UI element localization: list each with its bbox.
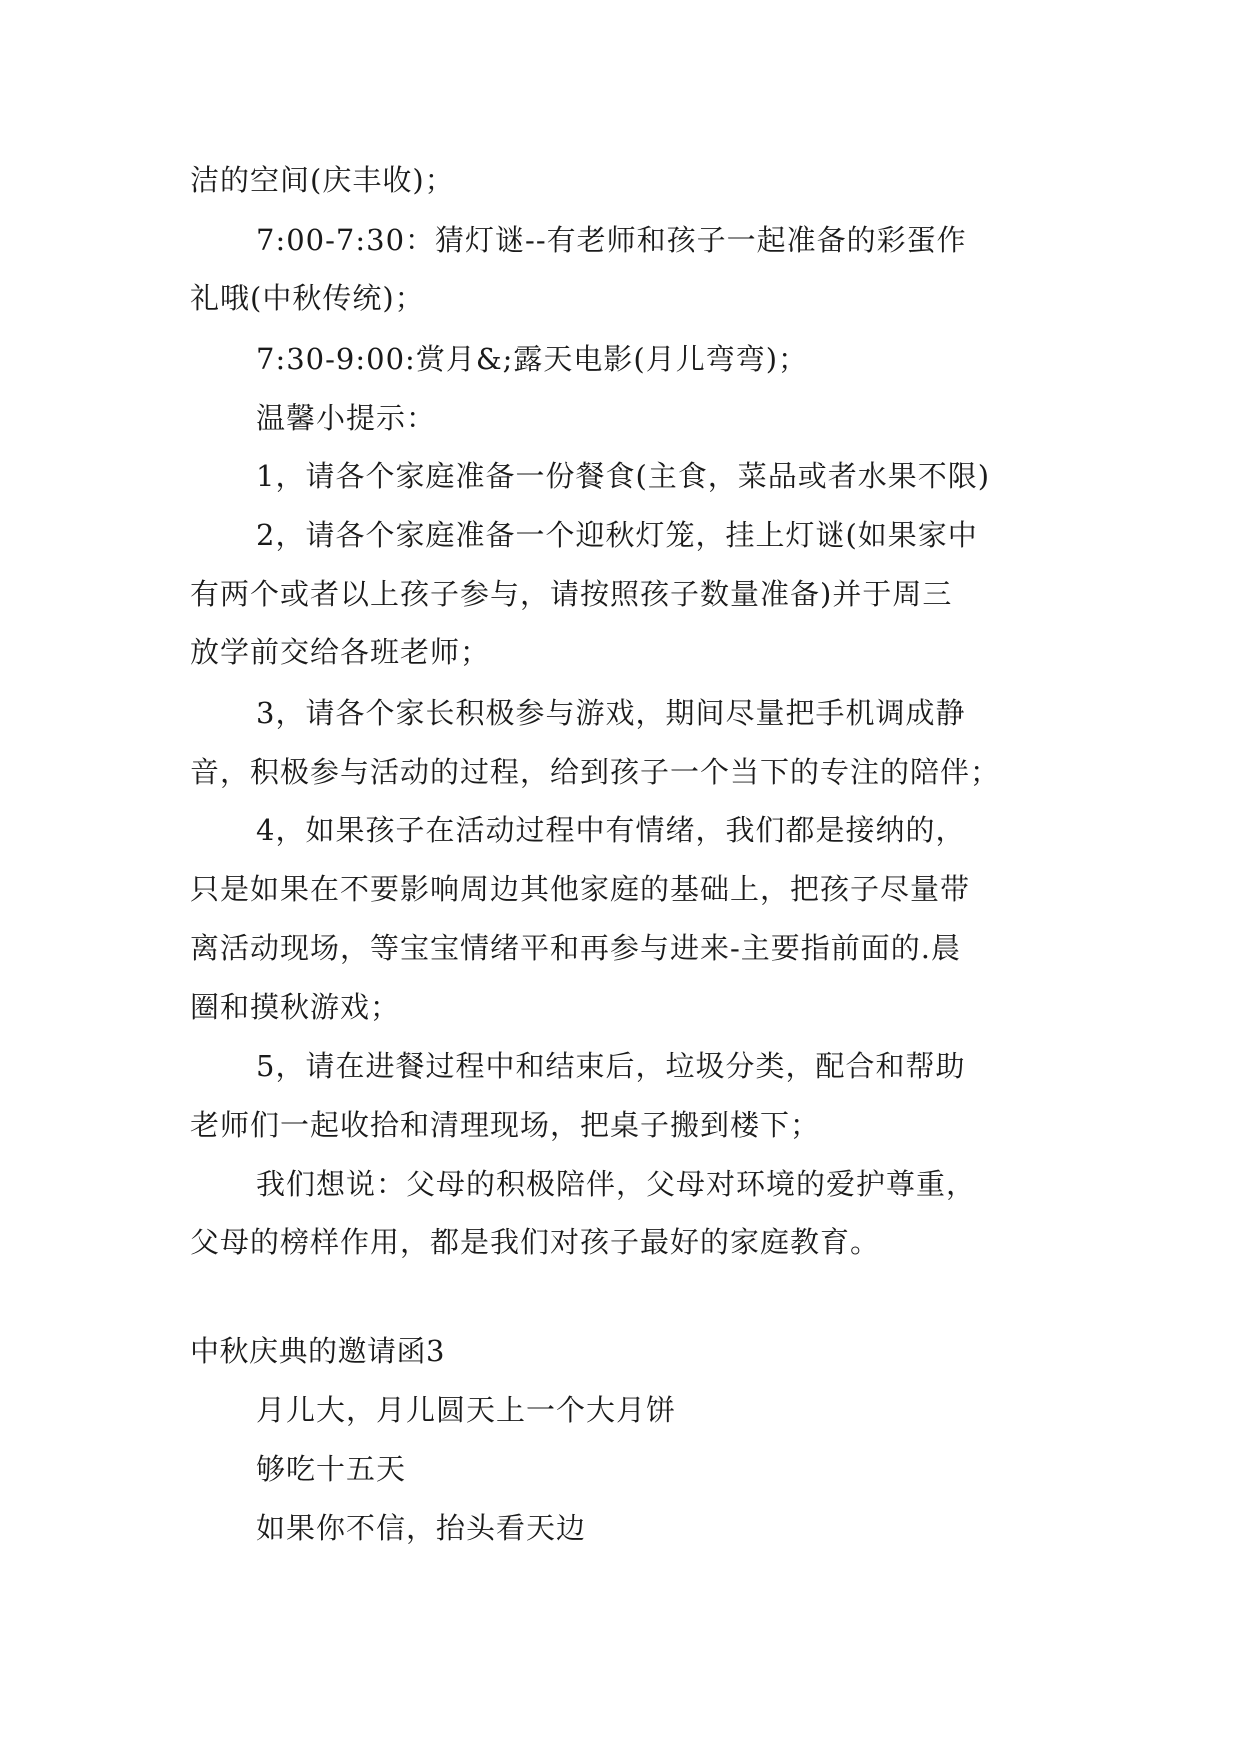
paragraph-line: 7:00-7:30：猜灯谜--有老师和孩子一起准备的彩蛋作 (256, 223, 967, 257)
paragraph-line: 老师们一起收拾和清理现场，把桌子搬到楼下； (190, 1108, 821, 1142)
paragraph-line: 5，请在进餐过程中和结束后，垃圾分类，配合和帮助 (256, 1049, 966, 1083)
paragraph-line: 2，请各个家庭准备一个迎秋灯笼，挂上灯谜(如果家中 (256, 518, 978, 552)
paragraph-line: 离活动现场，等宝宝情绪平和再参与进来-主要指前面的.晨 (190, 931, 962, 965)
paragraph-line: 3，请各个家长积极参与游戏，期间尽量把手机调成静 (256, 696, 966, 730)
poem-line: 月儿大，月儿圆天上一个大月饼 (256, 1393, 677, 1427)
paragraph-line: 只是如果在不要影响周边其他家庭的基础上，把孩子尽量带 (190, 872, 971, 906)
section-title: 中秋庆典的邀请函3 (190, 1334, 445, 1368)
paragraph-line: 放学前交给各班老师； (190, 635, 491, 669)
paragraph-line: 音，积极参与活动的过程，给到孩子一个当下的专注的陪伴； (190, 755, 1001, 789)
paragraph-line: 圈和摸秋游戏； (190, 990, 401, 1024)
paragraph-line: 礼哦(中秋传统)； (190, 281, 425, 315)
paragraph-line: 1，请各个家庭准备一份餐食(主食，菜品或者水果不限) (256, 459, 991, 493)
paragraph-line: 洁的空间(庆丰收)； (190, 163, 455, 197)
paragraph-line: 4，如果孩子在活动过程中有情绪，我们都是接纳的， (256, 813, 966, 847)
paragraph-line: 我们想说：父母的积极陪伴，父母对环境的爱护尊重， (256, 1167, 977, 1201)
poem-line: 如果你不信，抬头看天边 (256, 1511, 587, 1545)
paragraph-line: 温馨小提示： (256, 401, 437, 435)
paragraph-line: 有两个或者以上孩子参与，请按照孩子数量准备)并于周三 (190, 577, 953, 611)
poem-line: 够吃十五天 (256, 1452, 407, 1486)
paragraph-line: 父母的榜样作用，都是我们对孩子最好的家庭教育。 (190, 1225, 881, 1259)
paragraph-line: 7:30-9:00:赏月&;露天电影(月儿弯弯)； (256, 342, 809, 376)
